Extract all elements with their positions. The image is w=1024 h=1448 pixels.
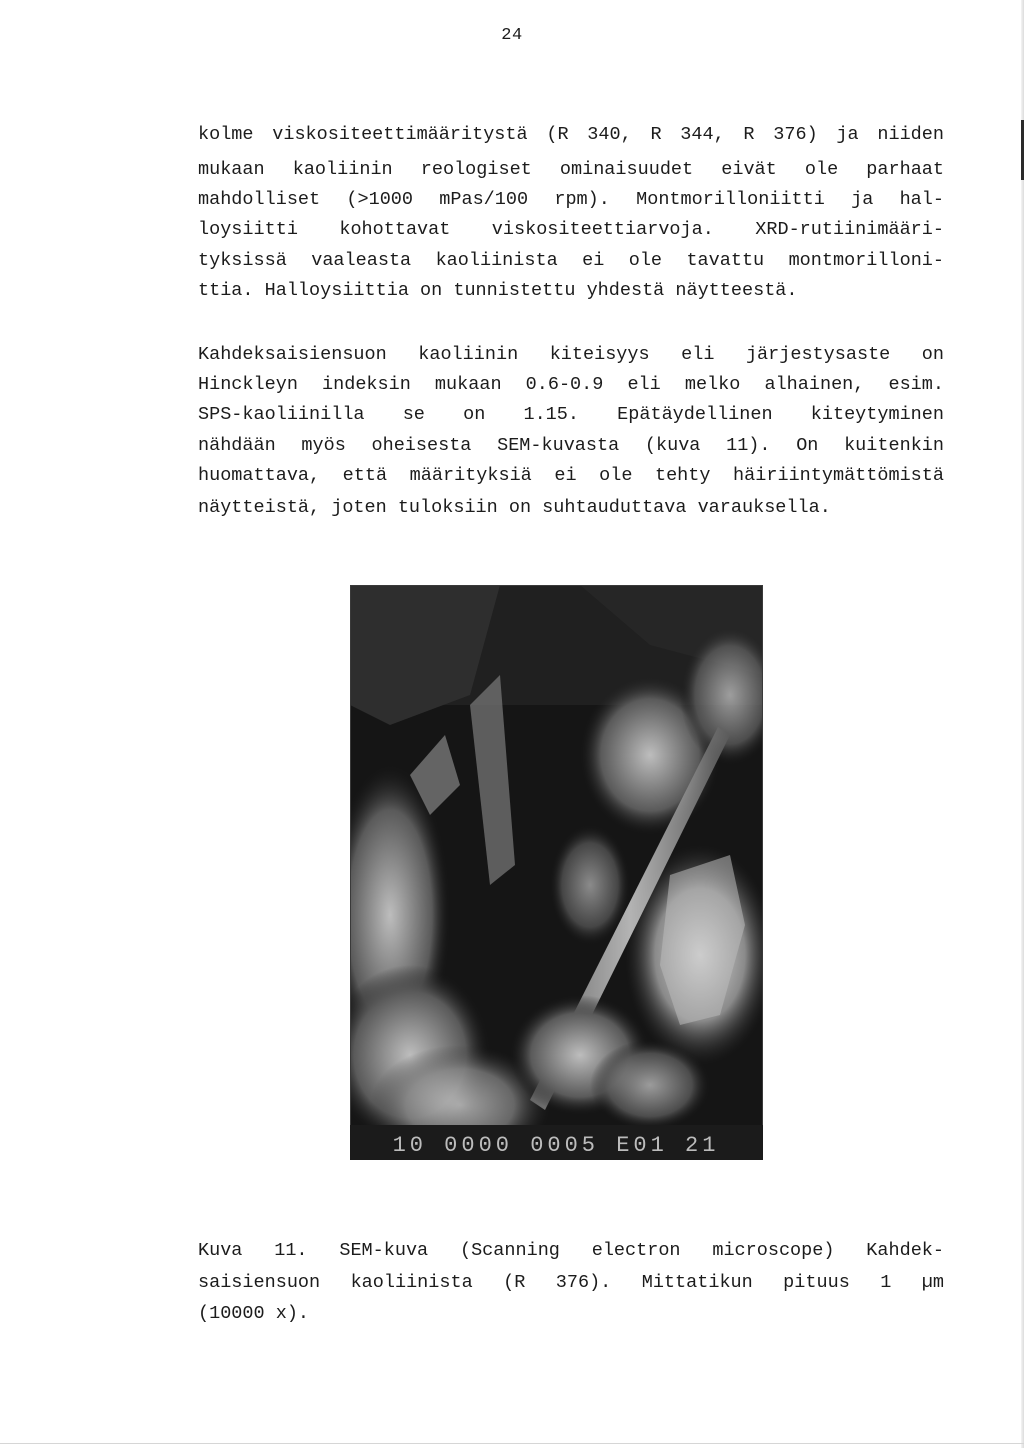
paragraph-line: loysiitti kohottavat viskositeettiarvoja. XRD-rutiinimääri-	[198, 219, 944, 240]
paragraph-line: SPS-kaoliinilla se on 1.15. Epätäydellinen kiteytyminen	[198, 404, 944, 425]
caption-line: (10000 x).	[198, 1303, 310, 1324]
paragraph-line: kolme viskositeettimääritystä (R 340, R 344, R 376) ja niiden	[198, 124, 944, 145]
scan-bottom-rule	[0, 1443, 1024, 1444]
paragraph-line: mahdolliset (>1000 mPas/100 rpm). Montmorilloniitti ja hal-	[198, 189, 944, 210]
sem-data-strip: 10 0000 0005 E01 21	[392, 1133, 720, 1158]
caption-line: saisiensuon kaoliinista (R 376). Mittatikun pituus 1 µm	[198, 1272, 944, 1293]
paragraph-line: Kahdeksaisiensuon kaoliinin kiteisyys eli järjestysaste on	[198, 344, 944, 365]
paragraph-line: näytteistä, joten tuloksiin on suhtauduttava varauksella.	[198, 497, 831, 518]
paragraph-line: huomattava, että määrityksiä ei ole tehty häiriintymättömistä	[198, 465, 944, 486]
page-number: 24	[501, 26, 523, 45]
sem-micrograph-image	[350, 585, 763, 1160]
paragraph-line: Hinckleyn indeksin mukaan 0.6-0.9 eli melko alhainen, esim.	[198, 374, 944, 395]
paragraph-line: mukaan kaoliinin reologiset ominaisuudet eivät ole parhaat	[198, 159, 944, 180]
paragraph-line: nähdään myös oheisesta SEM-kuvasta (kuva 11). On kuitenkin	[198, 435, 944, 456]
caption-line: Kuva 11. SEM-kuva (Scanning electron microscope) Kahdek-	[198, 1240, 944, 1261]
sem-micrograph-svg	[350, 585, 763, 1160]
paragraph-line: ttia. Halloysiittia on tunnistettu yhdestä näytteestä.	[198, 280, 798, 301]
paragraph-line: tyksissä vaaleasta kaoliinista ei ole tavattu montmorilloni-	[198, 250, 944, 271]
